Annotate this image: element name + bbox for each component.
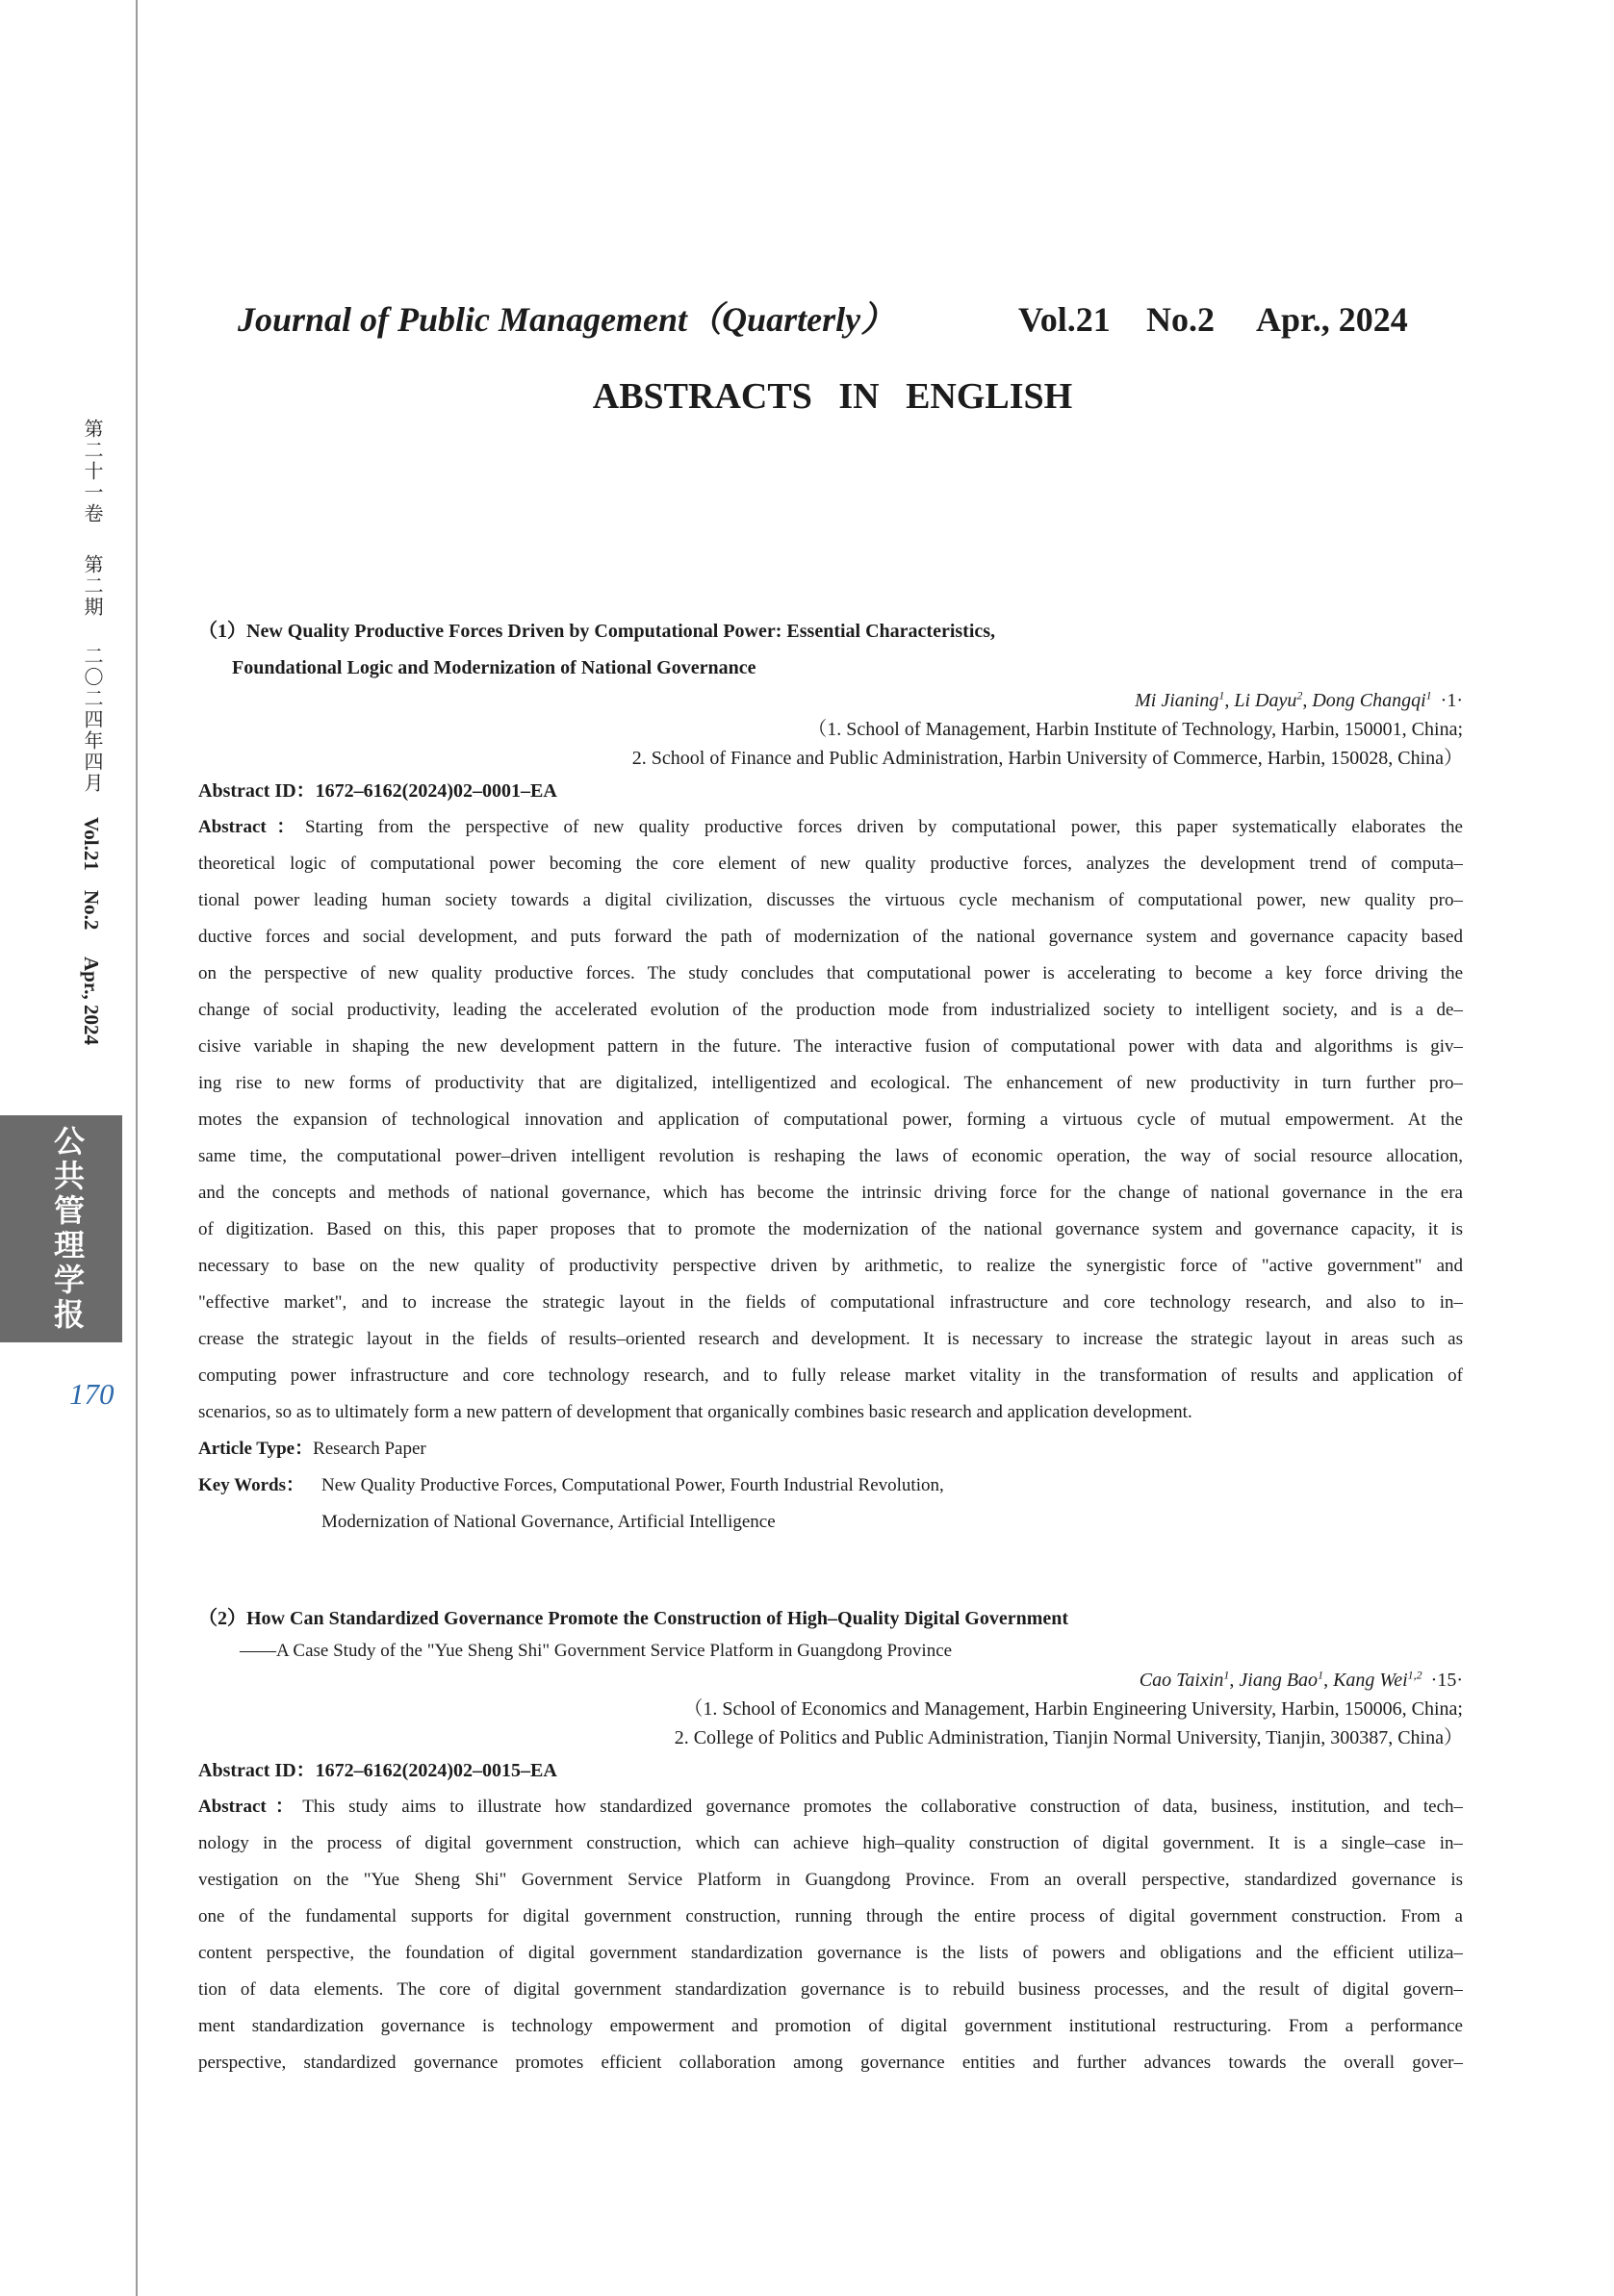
author-separator: , bbox=[1229, 1670, 1240, 1691]
abstract-line bbox=[198, 956, 1463, 992]
keywords-value: Modernization of National Governance, Artificial Intelligence bbox=[321, 1512, 776, 1532]
abstract-line bbox=[198, 846, 1463, 882]
page-reference: ·1· bbox=[1440, 690, 1463, 711]
abstract-id bbox=[198, 1752, 1463, 1789]
article-type-value: Research Paper bbox=[313, 1439, 426, 1459]
abstract-line bbox=[198, 1825, 1463, 1862]
abstract-body bbox=[198, 809, 1463, 1431]
keywords-label: Key Words： bbox=[198, 1475, 304, 1495]
author-line bbox=[198, 686, 1463, 715]
article-subtitle: ——A Case Study of the "Yue Sheng Shi" Government Service Platform in Guangdong Province bbox=[240, 1641, 953, 1661]
abstract-id-label: Abstract ID： bbox=[198, 780, 316, 802]
abstract-line bbox=[198, 992, 1463, 1029]
abstract-text: change of social productivity, leading the accelerated evolution of the production mode from industrialized society to intelligent society, and is a de– bbox=[198, 1000, 1463, 1020]
author-affiliation-mark: 1 bbox=[1318, 1668, 1324, 1682]
issue-number: No.2 bbox=[1146, 300, 1215, 339]
abstract-text: cisive variable in shaping the new development pattern in the future. The interactive fusion of computational power with data and algorithms is giv– bbox=[198, 1036, 1463, 1057]
article-title: New Quality Productive Forces Driven by Computational Power: Essential Characteristics, bbox=[246, 621, 996, 642]
journal-title bbox=[238, 300, 895, 339]
abstract-line bbox=[198, 1029, 1463, 1065]
abstract-text: tional power leading human society towards a digital civilization, discusses the virtuous cycle mechanism of computational power, new quality pro– bbox=[198, 890, 1463, 910]
abstract-text: ductive forces and social development, and puts forward the path of modernization of the national governance system and governance capacity based bbox=[198, 927, 1463, 947]
author-separator: , bbox=[1302, 690, 1313, 711]
issue-date: Apr., 2024 bbox=[1256, 300, 1408, 339]
abstract-text: of digitization. Based on this, this paper proposes that to promote the modernization of the national governance system and governance capacity, it is bbox=[198, 1219, 1463, 1239]
abstract-text: necessary to base on the new quality of productivity perspective driven by arithmetic, to realize the synergistic force of "active government" and bbox=[198, 1256, 1463, 1276]
sidebar-date-en: Apr., 2024 bbox=[80, 957, 103, 1045]
abstract-text: tion of data elements. The core of digital government standardization governance is to rebuild business processes, and the result of digital govern– bbox=[198, 1979, 1463, 2000]
abstract-text: content perspective, the foundation of digital government standardization governance is the lists of powers and obligations and the efficient utiliza– bbox=[198, 1943, 1463, 1963]
keywords-line bbox=[198, 1504, 1463, 1541]
article-number: （2） bbox=[198, 1608, 246, 1629]
sidebar-number-en: No.2 bbox=[80, 890, 103, 931]
abstract-text: on the perspective of new quality productive forces. The study concludes that computational power is accelerating to become a key force driving the bbox=[198, 963, 1463, 983]
abstract-text: vestigation on the "Yue Sheng Shi" Government Service Platform in Guangdong Province. From an overall perspective, standardized governance is bbox=[198, 1870, 1463, 1890]
issue-volume: Vol.21 bbox=[1018, 300, 1111, 339]
abstract-label: Abstract： bbox=[198, 1797, 303, 1817]
abstract-text: and the concepts and methods of national governance, which has become the intrinsic driving force for the change of national governance in the era bbox=[198, 1183, 1463, 1203]
margin-rule bbox=[136, 0, 138, 2296]
abstract-id bbox=[198, 773, 1463, 809]
abstract-text: computing power infrastructure and core technology research, and to fully release market vitality in the transformation of results and application of bbox=[198, 1365, 1463, 1386]
abstract-line bbox=[198, 1138, 1463, 1175]
author-name: Kang Wei bbox=[1333, 1670, 1408, 1691]
article-title-line bbox=[198, 650, 1463, 686]
abstract-text: crease the strategic layout in the fields of results–oriented research and development. It is necessary to increase the strategic layout in areas such as bbox=[198, 1329, 1463, 1349]
author-name: Li Dayu bbox=[1234, 690, 1297, 711]
abstract-label: Abstract： bbox=[198, 817, 306, 837]
abstract-text: same time, the computational power–driven intelligent revolution is reshaping the laws of economic operation, the way of social resource allocation, bbox=[198, 1146, 1463, 1166]
abstract-text: "effective market", and to increase the strategic layout in the fields of computational infrastructure and core technology research, and also to in– bbox=[198, 1292, 1463, 1313]
author-separator: , bbox=[1224, 690, 1235, 711]
abstract-text: nology in the process of digital government construction, which can achieve high–quality construction of digital government. It is a single–case in– bbox=[198, 1833, 1463, 1853]
abstract-id-value: 1672–6162(2024)02–0001–EA bbox=[315, 780, 557, 802]
abstract-id-value: 1672–6162(2024)02–0015–EA bbox=[315, 1760, 557, 1781]
abstract-text: ing rise to new forms of productivity that are digitalized, intelligentized and ecological. The enhancement of new productivity in turn further pro– bbox=[198, 1073, 1463, 1093]
abstract-line bbox=[198, 1899, 1463, 1935]
abstract-text: ment standardization governance is technology empowerment and promotion of digital government institutional restructuring. From a performance bbox=[198, 2016, 1463, 2036]
abstract-text: one of the fundamental supports for digital government construction, running through the entire process of digital government construction. From a bbox=[198, 1906, 1463, 1926]
author-name: Mi Jianing bbox=[1135, 690, 1219, 711]
abstract-line bbox=[198, 1862, 1463, 1899]
abstract-text: Starting from the perspective of new quality productive forces driven by computational power, this paper systematically elaborates the bbox=[305, 817, 1463, 837]
article-type-label: Article Type： bbox=[198, 1439, 314, 1459]
abstract-line bbox=[198, 1394, 1463, 1431]
abstract-text: perspective, standardized governance promotes efficient collaboration among governance entities and further advances towards the overall gover– bbox=[198, 2053, 1463, 2073]
abstract-line bbox=[198, 1102, 1463, 1138]
author-separator: , bbox=[1323, 1670, 1334, 1691]
author-affiliation-mark: 1 bbox=[1218, 688, 1225, 702]
abstract-text: motes the expansion of technological innovation and application of computational power, forming a virtuous cycle of mutual empowerment. At the bbox=[198, 1110, 1463, 1130]
abstract-line bbox=[198, 1248, 1463, 1285]
article-title: Foundational Logic and Modernization of National Governance bbox=[232, 657, 756, 678]
sidebar-date-cn: 二〇二四年四月 bbox=[81, 646, 102, 794]
abstract-line bbox=[198, 809, 1463, 846]
sidebar-volume-cn: 第二十一卷 bbox=[81, 419, 102, 524]
abstract-line bbox=[198, 1285, 1463, 1321]
affiliation-line: 2. College of Politics and Public Administration, Tianjin Normal University, Tianjin, 300387, China） bbox=[674, 1727, 1463, 1748]
abstract-id-label: Abstract ID： bbox=[198, 1760, 316, 1781]
abstract-line bbox=[198, 1321, 1463, 1358]
abstract-line bbox=[198, 1789, 1463, 1825]
author-affiliation-mark: 2 bbox=[1296, 688, 1303, 702]
abstract-line bbox=[198, 1212, 1463, 1248]
abstract-line bbox=[198, 1935, 1463, 1972]
abstract-line bbox=[198, 1065, 1463, 1102]
affiliation-line: 2. School of Finance and Public Administration, Harbin University of Commerce, Harbin, 150028, China） bbox=[631, 748, 1463, 769]
article-title: How Can Standardized Governance Promote the Construction of High–Quality Digital Government bbox=[246, 1608, 1069, 1629]
journal-name-cn: 公共管理学报 bbox=[50, 1125, 85, 1333]
author-affiliation-mark: 1 bbox=[1223, 1668, 1230, 1682]
abstract-line bbox=[198, 1175, 1463, 1212]
article-1 bbox=[198, 613, 1463, 1541]
section-title: ABSTRACTS IN ENGLISH bbox=[592, 376, 1073, 417]
article-number: （1） bbox=[198, 621, 246, 642]
article-type bbox=[198, 1431, 1463, 1467]
abstract-text: This study aims to illustrate how standardized governance promotes the collaborative construction of data, business, institution, and tech– bbox=[302, 1797, 1463, 1817]
article-2 bbox=[198, 1600, 1463, 2081]
author-name: Cao Taixin bbox=[1139, 1670, 1224, 1691]
page-reference: ·15· bbox=[1430, 1670, 1463, 1691]
abstract-text: theoretical logic of computational power becoming the core element of new quality productive forces, analyzes the development trend of computa– bbox=[198, 854, 1463, 874]
affiliation-line: （1. School of Economics and Management, Harbin Engineering University, Harbin, 150006, China; bbox=[683, 1698, 1463, 1720]
article-title-line bbox=[198, 613, 1463, 650]
sidebar-issue-cn: 第二期 bbox=[81, 554, 102, 618]
abstract-body bbox=[198, 1789, 1463, 2081]
sidebar-volume-en: Vol.21 bbox=[80, 817, 103, 871]
abstract-line bbox=[198, 882, 1463, 919]
keywords-value: New Quality Productive Forces, Computational Power, Fourth Industrial Revolution, bbox=[321, 1475, 944, 1495]
affiliation-line: （1. School of Management, Harbin Institute of Technology, Harbin, 150001, China; bbox=[807, 719, 1463, 740]
abstract-text: scenarios, so as to ultimately form a new pattern of development that organically combines basic research and application development. bbox=[198, 1402, 1192, 1422]
page-number: 170 bbox=[69, 1377, 115, 1411]
abstract-line bbox=[198, 2008, 1463, 2045]
article-title-line bbox=[198, 1600, 1463, 1637]
abstract-line bbox=[198, 1358, 1463, 1394]
author-affiliation-mark: 1 bbox=[1425, 688, 1432, 702]
abstract-line bbox=[198, 1972, 1463, 2008]
journal-name-tab bbox=[0, 1115, 122, 1342]
abstract-line bbox=[198, 2045, 1463, 2081]
author-name: Jiang Bao bbox=[1239, 1670, 1319, 1691]
journal-frequency: （Quarterly） bbox=[687, 300, 896, 339]
journal-title-text: Journal of Public Management bbox=[238, 300, 688, 339]
author-line bbox=[198, 1666, 1463, 1695]
keywords-line bbox=[198, 1467, 1463, 1504]
author-name: Dong Changqi bbox=[1312, 690, 1426, 711]
abstract-line bbox=[198, 919, 1463, 956]
author-affiliation-mark: 1,2 bbox=[1407, 1668, 1422, 1682]
